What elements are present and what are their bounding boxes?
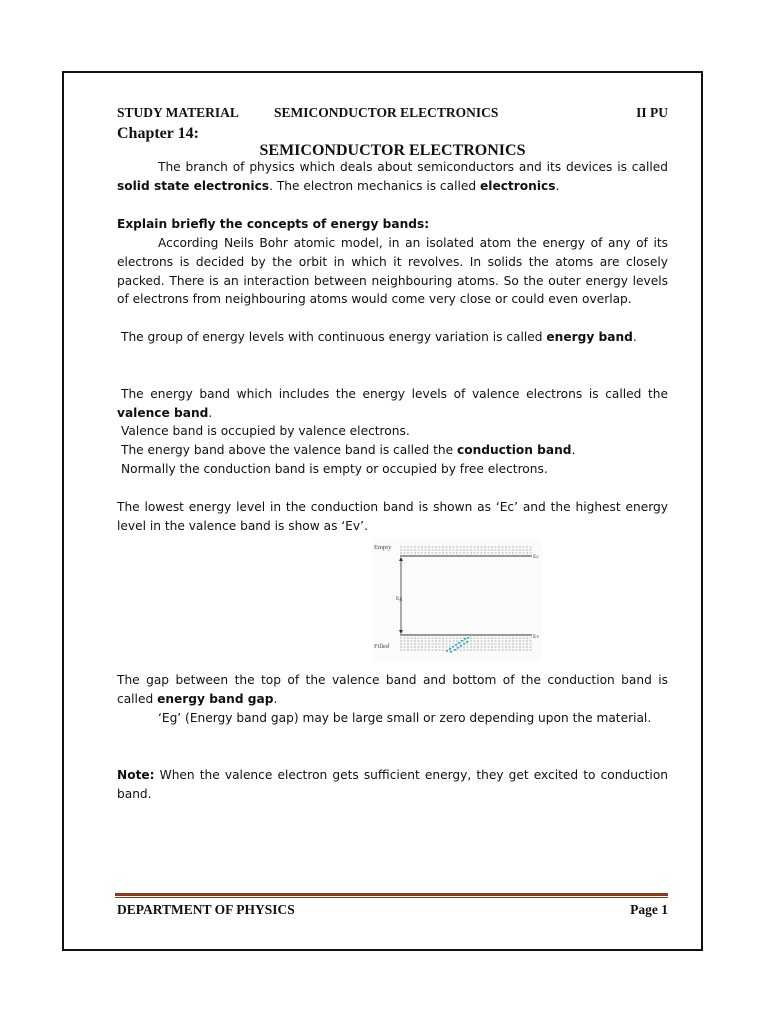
energy-band-diagram <box>372 540 542 660</box>
conduction-band-text-2: . <box>571 443 576 457</box>
conduction-band-text-1: The energy band above the valence band is called the <box>121 443 457 457</box>
eg-paragraph-text: ‘Eg’ (Energy band gap) may be large small or zero depending upon the material. <box>158 711 652 725</box>
intro-bold-2: electronics <box>480 178 556 193</box>
gap-text-1: The gap between the top of the valence band and bottom of the conduction band is called <box>117 673 668 706</box>
intro-text-2: . The electron mechanics is called <box>269 178 480 193</box>
conduction-empty-line <box>117 460 668 479</box>
valence-band-paragraph <box>117 385 668 423</box>
electron-mark <box>449 648 451 650</box>
electron-mark <box>455 644 457 646</box>
lowest-level-paragraph <box>117 498 668 536</box>
energy-band-text-2: . <box>632 330 637 344</box>
running-header <box>117 105 668 123</box>
chapter-label: Chapter 14: <box>117 125 199 142</box>
page-title: SEMICONDUCTOR ELECTRONICS <box>259 142 526 159</box>
conduction-band-bold: conduction band <box>456 443 572 457</box>
footer-left: DEPARTMENT OF PHYSICS <box>117 902 295 917</box>
electron-mark <box>467 637 469 639</box>
electron-mark <box>452 646 454 648</box>
intro-bold-1: solid state electronics <box>117 178 270 193</box>
intro-text-1: The branch of physics which deals about semiconductors and its devices is called <box>158 160 668 174</box>
label-eg: Eg <box>396 596 403 602</box>
lowest-level-text: The lowest energy level in the conduction band is shown as ‘Ec’ and the highest energy level in the valence band is show as ‘Ev’. <box>117 500 668 533</box>
valence-band-text-1: The energy band which includes the energy levels of valence electrons is called the <box>121 387 668 401</box>
section-heading-text: Explain briefly the concepts of energy bands: <box>117 217 430 231</box>
energy-band-paragraph <box>117 328 668 347</box>
electron-mark <box>446 650 448 652</box>
header-right: II PU <box>636 105 668 120</box>
gap-text-2: . <box>273 691 278 706</box>
electron-mark <box>454 649 456 651</box>
label-ev: Ev <box>533 634 540 640</box>
valence-occupied-text: Valence band is occupied by valence electrons. <box>121 424 410 438</box>
intro-paragraph <box>117 158 668 196</box>
footer-rule-thin <box>115 897 668 898</box>
energy-band-text-1: The group of energy levels with continuous energy variation is called <box>121 330 547 344</box>
electron-mark <box>457 647 459 649</box>
electron-mark <box>466 641 468 643</box>
valence-band-text-2: . <box>208 405 213 420</box>
section-heading <box>117 215 668 234</box>
eg-paragraph <box>117 709 668 728</box>
header-left: STUDY MATERIAL <box>117 105 239 120</box>
conduction-empty-text: Normally the conduction band is empty or occupied by free electrons. <box>121 462 548 476</box>
footer-page-number: Page 1 <box>630 902 668 917</box>
note-text: When the valence electron gets sufficient energy, they get excited to conduction band. <box>117 768 668 801</box>
running-footer <box>117 902 668 920</box>
electron-mark <box>450 651 452 653</box>
gap-paragraph <box>117 671 668 709</box>
conduction-band-line <box>117 441 668 460</box>
electron-mark <box>458 642 460 644</box>
label-filled: Filled <box>374 643 390 650</box>
label-empty: Empty <box>374 544 392 551</box>
energy-band-bold: energy band <box>546 330 633 344</box>
bohr-paragraph <box>117 234 668 309</box>
valence-band-bold: valence band <box>117 405 209 420</box>
note-label: Note: <box>117 768 155 782</box>
note-paragraph <box>117 766 668 804</box>
bohr-paragraph-text: According Neils Bohr atomic model, in an isolated atom the energy of any of its electrons is decided by the orbit in which it revolves. In solids the atoms are closely packed. There is an interaction between neighbouring atoms. So the outer energy levels of electrons from neighbouring atoms would come very close or could even overlap. <box>117 236 668 307</box>
valence-occupied-line <box>117 422 668 441</box>
label-ec: Ec <box>533 554 539 560</box>
electron-mark <box>464 638 466 640</box>
electron-mark <box>461 640 463 642</box>
electron-mark <box>463 643 465 645</box>
energy-band-svg <box>372 540 542 660</box>
gap-bold: energy band gap <box>157 691 274 706</box>
footer-rule-thick <box>115 893 668 896</box>
intro-text-3: . <box>555 178 560 193</box>
electron-mark <box>460 645 462 647</box>
header-center: SEMICONDUCTOR ELECTRONICS <box>274 105 499 120</box>
